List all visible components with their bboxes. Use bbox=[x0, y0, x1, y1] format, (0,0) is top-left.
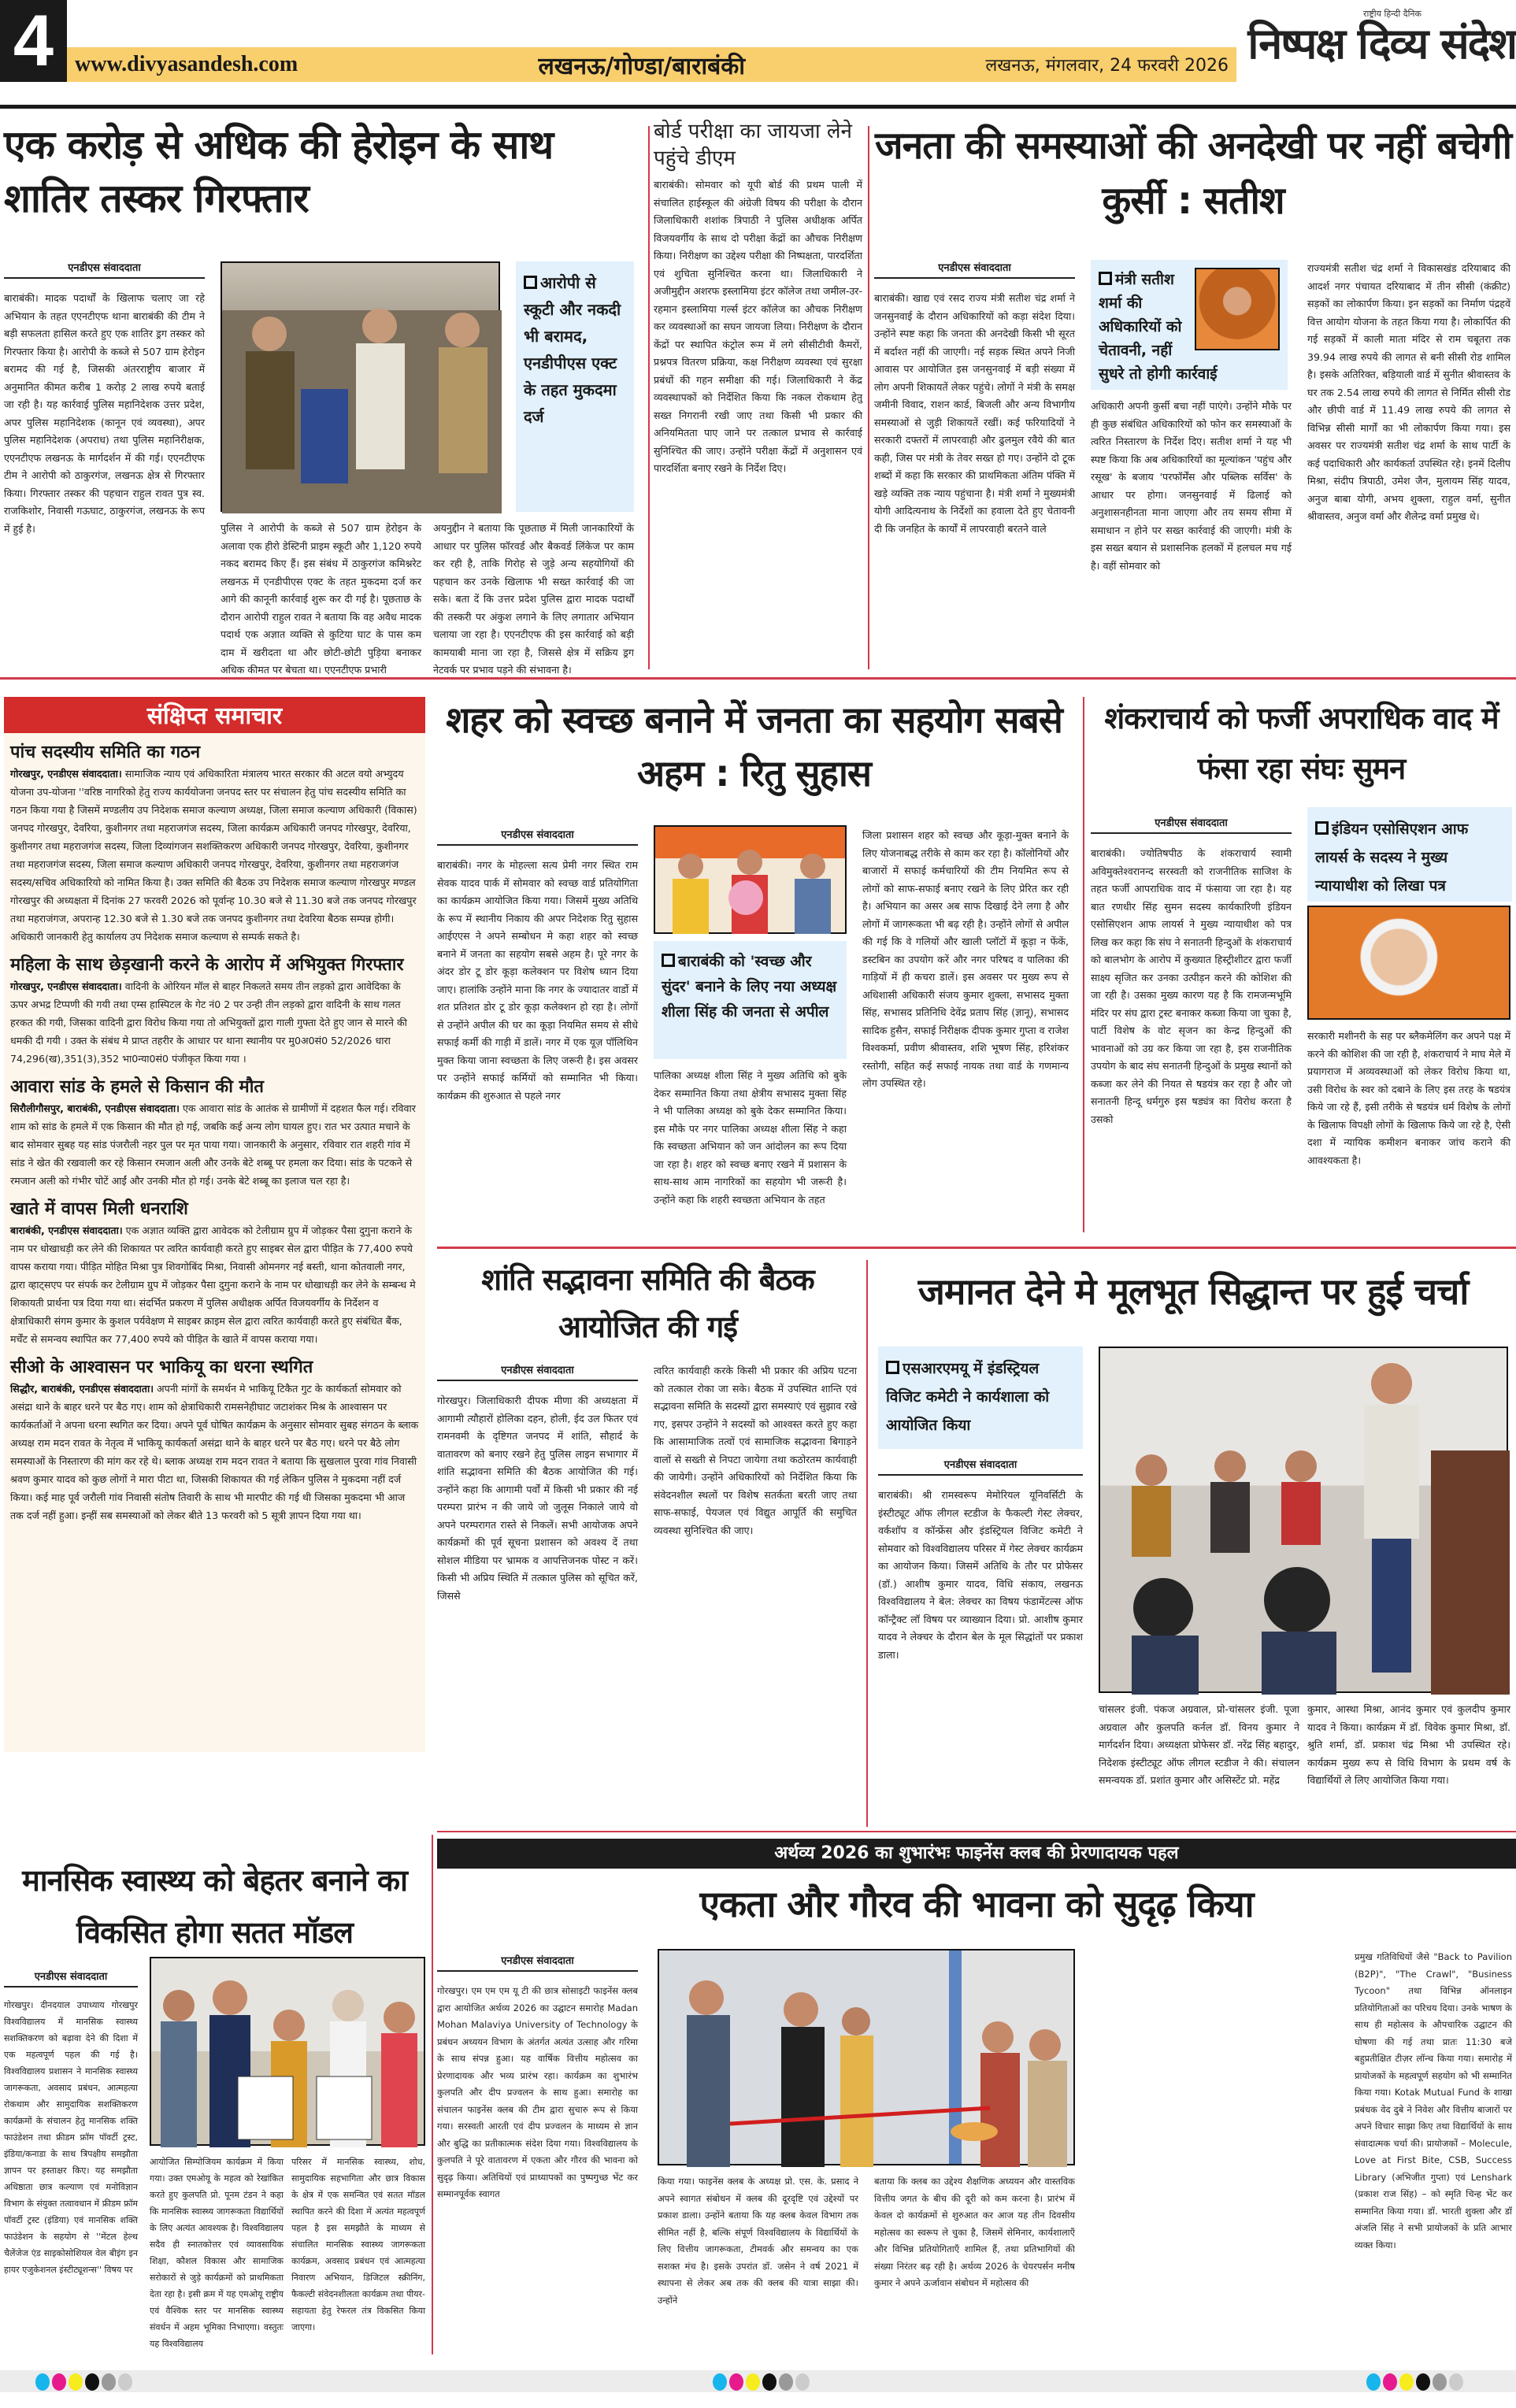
callout-jamanat bbox=[878, 1347, 1083, 1449]
magenta-dot-icon bbox=[729, 2373, 743, 2391]
brief-item bbox=[4, 733, 425, 946]
headline: एक करोड़ से अधिक की हेरोइन के साथ शातिर तस्कर गिरफ्तार bbox=[4, 122, 554, 221]
brief-item bbox=[4, 1068, 425, 1190]
section-band bbox=[67, 47, 1236, 82]
headline: शांति सद्भावना समिति की बैठक आयोजित की गई bbox=[481, 1262, 814, 1344]
article-body: गोरखपुर। एम एम एम यू टी की छात्र सोसाइटी फाइनेंस क्लब द्वारा आयोजित अर्थव्य 2026 का उद्घाटन समारोह Madan Mohan Malaviya University of Technology के प्रबंधन अध्ययन विभाग के अंतर्गत अत्यंत उत्साह और गरिमा के साथ संपन्न हुआ। यह वार्षिक वित्तीय महोत्सव का प्रेरणादायक और भव्य प्रारंभ रहा। कार्यक्रम का शुभारंभ कुलपति और दीप प्रज्वलन के साथ हुआ। समारोह का संचालन फाइनेंस क्लब की टीम द्वारा सुचारु रूप से किया गया। सरस्वती आरती एवं दीप प्रज्वलन के माध्यम से ज्ञान और बुद्धि का प्रतीकात्मक संदेश दिया गया। विश्वविद्यालय के कुलपति ने पूरे वातावरण में एकता और गौरव की भावना को सुदृढ़ किया। अतिथियों एवं प्राध्यापकों का पुष्पगुच्छ भेंट कर सम्मानपूर्वक स्वागत bbox=[437, 1985, 638, 2199]
article-ritu bbox=[437, 693, 1071, 1236]
column-divider bbox=[648, 126, 650, 669]
black-dot-icon bbox=[85, 2373, 99, 2391]
headline: शंकराचार्य को फर्जी अपराधिक वाद में फंसा रहा संघः सुमन bbox=[1104, 701, 1499, 786]
byline: एनडीएस संवाददाता bbox=[4, 260, 205, 279]
brief-body: वादिनी के ओरियन मॉल से बाहर निकलते समय तीन लड़को द्वारा आवेदिका के ऊपर अभद्र टिप्पणी की गयी तथा एम्स हास्पिटल के गेट नं0 2 पर उन्ही तीन लड़को द्वारा वादिनी के साथ गलत हरकत की गयी, जिसका वादिनी द्वारा विरोध किया गया तो अभियुक्तों द्वारा गाली गुफ्ता देते हुए जान से मारने की धमकी दी गयी । उक्त के संबंध मे प्राप्त तहरीर के आधार पर थाना स्थानीय पर मु0अ0सं0 52/2026 धारा 74,296(ख),351(3),352 भा0न्या0सं0 पंजीकृत किया गया । bbox=[10, 980, 407, 1065]
lightgrey-dot-icon bbox=[118, 2373, 132, 2391]
column-divider bbox=[868, 126, 869, 669]
article-body: चांसलर इंजी. पंकज अग्रवाल, प्रो-चांसलर इंजी. पूजा अग्रवाल और कुलपति कर्नल डॉ. विनय कुमार ने मार्गदर्शन दिया। अध्यक्षता प्रोफेसर डॉ. नरेंद्र सिंह बहादुर, निदेशक इंस्टीट्यूट ऑफ लीगल स्टडीज ने की। संचालन समन्वयक डॉ. प्रशांत कुमार और असिस्टेंट प्रो. महेंद्र bbox=[1099, 1703, 1299, 1786]
article-jamanat bbox=[874, 1256, 1512, 1831]
cyan-dot-icon bbox=[713, 2373, 727, 2391]
bullet-square-icon bbox=[886, 1361, 899, 1374]
registration-marks bbox=[35, 2373, 132, 2391]
photo-event-stage bbox=[654, 825, 847, 934]
photo-shankaracharya bbox=[1307, 906, 1510, 1020]
article-shanti bbox=[437, 1256, 858, 1831]
photo-mou-signing bbox=[150, 1957, 425, 2146]
bullet-square-icon bbox=[524, 276, 537, 289]
grey-dot-icon bbox=[779, 2373, 793, 2391]
bullet-square-icon bbox=[1099, 272, 1112, 285]
brief-item bbox=[4, 1190, 425, 1348]
byline: एनडीएस संवाददाता bbox=[437, 827, 638, 846]
callout-ritu bbox=[654, 941, 847, 1059]
brief-headline: आवारा सांड के हमले से किसान की मौत bbox=[10, 1077, 264, 1097]
article-body: बाराबंकी। श्री रामस्वरूप मेमोरियल यूनिवर्सिटी के इंस्टीट्यूट ऑफ लीगल स्टडीज के फैकल्टी गेस्ट लेक्चर, वर्कशॉप व कॉन्फ्रेंस और इंडस्ट्रियल विजिट कमेटी ने सोमवार को विश्वविद्यालय परिसर में गेस्ट लेक्चर कार्यक्रम का आयोजन किया। जिसमें अतिथि के तौर पर प्रोफेसर (डॉ.) आशीष कुमार यादव, विधि संकाय, लखनऊ विश्वविद्यालय ने बेल: लेक्चर का विषय फंडामेंटल्स ऑफ कॉन्ट्रैक्ट लॉ विषय पर व्याख्यान दिया। प्रो. आशीष कुमार यादव ने लेक्चर के दौरान बेल के मूल सिद्धांतों पर प्रकाश डाला। bbox=[878, 1489, 1083, 1661]
article-body: प्रमुख गतिविधियों जैसे "Back to Pavilion (B2P)", "The Crawl", "Business Tycoon" तथा विभिन्न ऑनलाइन प्रतियोगिताओं का परिचय दिया। उनके भाषण के साथ ही महोत्सव के औपचारिक उद्घाटन की घोषणा की गई तथा प्रातः 11:30 बजे बहुप्रतीक्षित टीज़र लॉन्च किया गया। समारोह में प्रायोजकों के महत्वपूर्ण सहयोग को भी सम्मानित किया गया। Kotak Mutual Fund के शाखा प्रबंधक वेद दुबे ने निवेश और वित्तीय बाजारों पर अपने विचार साझा किए तथा विद्यार्थियों के साथ संवादात्मक चर्चा की। प्रायोजकों – Molecule, Love at First Bite, CSB, Success Library (अभिजीत गुप्ता) एवं Lenshark (प्रकाश राज सिंह) – को स्मृति चिन्ह भेंट कर सम्मानित किया गया। डॉ. भारती शुक्ला और डॉ अंजलि सिंह ने सभी प्रायोजकों के प्रति आभार व्यक्त किया। bbox=[1355, 1951, 1512, 2251]
brief-dateline: गोरखपुर, एनडीएस संवाददाता। bbox=[10, 980, 122, 992]
ribbon-cutting-icon bbox=[659, 1950, 1077, 2167]
article-body: सरकारी मशीनरी के सह पर ब्लैकमेलिंग कर अपने पक्ष में करने की कोशिश की जा रही है, शंकराचार्य ने माघ मेले में प्रयागराज में अव्यवस्थाओं को लेकर विरोध किया था, उसी विरोध के स्वर को दबाने के लिए इस तरह के षडयंत्र किये जा रहे हैं, इसी तरीके से षडयंत्र धर्म विशेष के लोगों के खिलाफ विपक्षी लोगों के खिलाफ किये जा रहे है, ऐसी दशा में न्यायिक कमीशन बनाकर जांच कराने की आवश्यकता है। bbox=[1307, 1030, 1510, 1166]
article-body: बाराबंकी। मादक पदार्थों के खिलाफ चलाए जा रहे अभियान के तहत एएनटीएफ थाना बाराबंकी की टीम ने बड़ी सफलता हासिल करते हुए एक शातिर ड्रग तस्कर को गिरफ्तार किया है। आरोपी के कब्जे से 507 ग्राम हेरोइन बरामद की गई है, जिसकी अंतरराष्ट्रीय बाजार में अनुमानित कीमत करीब 1 करोड़ 2 लाख रुपये बताई जा रही है। यह कार्रवाई पुलिस महानिदेशक उत्तर प्रदेश, अपर पुलिस महानिदेशक (कानून एवं व्यवस्था), अपर पुलिस महानिदेशक (अपराध) तथा पुलिस महानिरीक्षक, एएनटीएफ लखनऊ के मार्गदर्शन में की गई। एएनटीएफ टीम ने आरोपी को ठाकुरगंज, लखनऊ क्षेत्र से गिरफ्तार किया। गिरफ्तार तस्कर की पहचान राहुल रावत पुत्र स्व. राजकिशोर, निवासी गऊघाट, ठाकुरगंज, लखनऊ के रूप में हुई है। bbox=[4, 292, 205, 535]
registration-marks bbox=[713, 2373, 810, 2391]
brief-item bbox=[4, 1348, 425, 1524]
magenta-dot-icon bbox=[1383, 2373, 1397, 2391]
column-divider bbox=[1083, 697, 1084, 1232]
lightgrey-dot-icon bbox=[1449, 2373, 1463, 2391]
article-body: पालिका अध्यक्ष शीला सिंह ने मुख्य अतिथि को बुके देकर सम्मानित किया तथा क्षेत्रीय सभासद मुक्ता सिंह ने भी पालिका अध्यक्ष को बुके देकर सम्मानित किया। इस मौके पर नगर पालिका अध्यक्ष शीला सिंह ने कहा कि स्वच्छता अभियान को जन आंदोलन का रूप दिया जा रहा है। शहर को स्वच्छ बनाए रखने में प्रशासन के साथ-साथ आम नागरिकों का सहयोग भी जरूरी है। उन्होंने कहा कि शहरी स्वच्छता अभियान के तहत bbox=[654, 1069, 847, 1206]
newspaper-logo bbox=[1244, 8, 1516, 94]
brief-dateline: गोरखपुर, एनडीएस संवाददाता। bbox=[10, 768, 122, 780]
article-body: अधिकारी अपनी कुर्सी बचा नहीं पाएंगे। उन्होंने मौके पर ही कुछ संबंधित अधिकारियों को फोन कर समस्याओं के त्वरित निस्तारण के निर्देश दिए। सतीश शर्मा ने यह भी स्पष्ट किया कि अब अधिकारियों का मूल्यांकन 'पहुंच और रसूख' के बजाय 'परफॉर्मेंस और पब्लिक सर्विस' के आधार पर होगा। जनसुनवाई में ढिलाई को अनुशासनहीनता माना जाएगा और तय समय सीमा में समाधान न होने पर सख्त कार्रवाई की जाएगी। मंत्री के इस सख्त बयान से प्रशासनिक हलकों में हलचल मच गई है। वहीं सोमवार को bbox=[1091, 400, 1292, 572]
photo-minister bbox=[1195, 268, 1280, 350]
kicker-banner: अर्थव्य 2026 का शुभारंभः फाइनेंस क्लब की प्रेरणादायक पहल bbox=[437, 1839, 1516, 1869]
issue-date: लखनऊ, मंगलवार, 24 फरवरी 2026 bbox=[985, 56, 1229, 76]
grey-dot-icon bbox=[102, 2373, 116, 2391]
article-body: गोरखपुर। जिलाधिकारी दीपक मीणा की अध्यक्षता में आगामी त्यौहारों होलिका दहन, होली, ईद उल फितर एवं रामनवमी के दृष्टिगत जनपद में शांति, सौहार्द के वातावरण को बनाए रखने हेतु पुलिस लाइन सभागार में शांति सद्भावना समिति की बैठक आयोजित की गई। उन्होंने कहा कि आगामी पर्वों में किसी भी प्रकार की नई परम्परा प्रारंभ न की जाये जो जुलूस निकाले जाये वो अपने परम्परागत रास्ते से निकलें। सभी आयोजक अपने कार्यक्रमों की पूर्व सूचना प्रशासन को अवश्य दें तथा सोशल मीडिया पर भ्रामक व आपत्तिजनक पोस्ट न करें। किसी भी अप्रिय स्थिति में तत्काल पुलिस को सूचित करें, जिससे bbox=[437, 1395, 638, 1602]
brief-headline: पांच सदस्यीय समिति का गठन bbox=[10, 743, 201, 762]
officials-icon bbox=[151, 1958, 427, 2147]
photo-ribbon-cutting bbox=[658, 1949, 1075, 2165]
callout-text: मंत्री सतीश शर्मा की अधिकारियों को चेतावनी, नहीं सुधरे तो होगी कार्रवाई bbox=[1099, 271, 1218, 383]
logo-name: निष्पक्ष दिव्य संदेश bbox=[1247, 19, 1516, 69]
article-finance-club bbox=[437, 1839, 1516, 2366]
byline: एनडीएस संवाददाता bbox=[1091, 815, 1292, 834]
article-body: बाराबंकी। खाद्य एवं रसद राज्य मंत्री सतीश चंद्र शर्मा ने जनसुनवाई के दौरान अधिकारियों को कड़ा संदेश दिया। उन्होंने स्पष्ट कहा कि जनता की अनदेखी किसी भी सूरत में बर्दाश्त नहीं की जाएगी। नई सड़क स्थित अपने निजी आवास पर आयोजित इस जनसुनवाई में बड़ी संख्या में लोग अपनी शिकायतें लेकर पहुंचे। लोगों ने मंत्री के समक्ष जमीनी विवाद, राशन कार्ड, बिजली और अन्य विभागीय समस्याओं से जुड़ी शिकायतें रखीं। कई फरियादियों ने सरकारी दफ्तरों में लापरवाही और ढुलमुल रवैये की बात कही, जिस पर मंत्री के तेवर सख्त हो गए। उन्होंने दो टूक शब्दों में कहा कि सरकार की प्राथमिकता अंतिम पंक्ति में खड़े व्यक्ति तक न्याय पहुंचाना है। मंत्री शर्मा ने मुख्यमंत्री योगी आदित्यनाथ के निर्देशों का हवाला देते हुए चेतावनी दी कि जनहित के कार्यों में लापरवाही बरतने वाले bbox=[874, 292, 1075, 535]
briefs-title: संक्षिप्त समाचार bbox=[4, 697, 425, 733]
bullet-square-icon bbox=[662, 954, 675, 967]
article-mental-health-body bbox=[4, 1969, 429, 2362]
headline: एकता और गौरव की भावना को सुदृढ़ किया bbox=[699, 1883, 1254, 1925]
article-body: बाराबंकी। सोमवार को यूपी बोर्ड की प्रथम पाली में संचालित हाईस्कूल की अंग्रेजी विषय की परीक्षा के दौरान जिलाधिकारी शशांक त्रिपाठी ने पुलिस अधीक्षक अर्पित विजयवर्गीय के साथ दो परीक्षा केंद्रों का औचक निरीक्षण किया। निरीक्षण का उद्देश्य परीक्षा की निष्पक्षता, पारदर्शिता एवं शुचिता सुनिश्चित करना था। जिलाधिकारी ने अजीमुद्दीन अशरफ इस्लामिया इंटर कॉलेज तथा जमील-उर-रहमान इस्लामिया गर्ल्स इंटर कॉलेज का औचक निरीक्षण कर व्यवस्थाओं का सघन जायजा लिया। निरीक्षण के दौरान केंद्रों पर स्थापित कंट्रोल रूम में लगे सीसीटीवी कैमरों, प्रश्नपत्र वितरण प्रक्रिया, कक्ष निरीक्षण व्यवस्था एवं सुरक्षा प्रबंधों की गहन समीक्षा की गई। जिलाधिकारी ने केंद्र व्यवस्थापकों को निर्देशित किया कि नकल रोकथाम हेतु सख्त निगरानी रखी जाए तथा किसी भी प्रकार की अनियमितता पाए जाने पर तत्काल प्रभाव से कार्रवाई सुनिश्चित की जाए। उन्होंने परीक्षा केंद्रों में अनुशासन एवं पारदर्शिता बनाए रखने के निर्देश दिए। bbox=[654, 179, 862, 474]
headline: जनता की समस्याओं की अनदेखी पर नहीं बचेगी कुर्सी : सतीश bbox=[874, 124, 1512, 223]
callout-shankaracharya bbox=[1307, 807, 1512, 902]
photo-police-arrest bbox=[221, 261, 500, 512]
section-rule bbox=[0, 677, 1516, 680]
grey-dot-icon bbox=[1433, 2373, 1447, 2391]
column-divider bbox=[432, 1835, 433, 2354]
callout-heroin bbox=[516, 261, 634, 512]
article-body: कुमार, आस्था मिश्रा, आनंद कुमार एवं कुलदीप कुमार यादव ने किया। कार्यक्रम में डॉ. विवेक कुमार मिश्रा, डॉ. श्रुति शर्मा, डॉ. प्रकाश चंद्र मिश्रा भी उपस्थित रहे। कार्यक्रम मुख्य रूप से विधि विभाग के प्रथम वर्ष के विद्यार्थियों ले लिए आयोजित किया गया। bbox=[1307, 1703, 1510, 1786]
article-body: किया गया। फाइनेंस क्लब के अध्यक्ष प्रो. एस. के. प्रसाद ने अपने स्वागत संबोधन में क्लब की दूरदृष्टि एवं उद्देश्यों पर प्रकाश डाला। उन्होंने बताया कि यह क्लब केवल विभाग तक सीमित नहीं है, बल्कि संपूर्ण विश्वविद्यालय के विद्यार्थियों के लिए वित्तीय जागरूकता, टीमवर्क और समन्वय का एक सशक्त मंच है। इसके उपरांत डॉ. जसेन ने वर्ष 2021 में स्थापना से लेकर अब तक की क्लब की यात्रा साझा की। उन्होंने bbox=[658, 2176, 858, 2306]
section-rule bbox=[437, 1831, 1516, 1832]
article-body: गोरखपुर। दीनदयाल उपाध्याय गोरखपुर विश्वविद्यालय में मानसिक स्वास्थ्य सशक्तिकरण को बढ़ावा देने की दिशा में एक महत्वपूर्ण पहल की गई है। विश्वविद्यालय प्रशासन ने मानसिक स्वास्थ्य जागरूकता, अवसाद प्रबंधन, आत्महत्या रोकथाम और सामुदायिक सशक्तिकरण कार्यक्रमों के संचालन हेतु मानसिक शक्ति फाउंडेशन तथा फ्रीडम फ्रॉम पॉवर्टी ट्रस्ट, इंडिया/कनाडा के साथ त्रिपक्षीय समझौता ज्ञापन पर हस्ताक्षर किए। यह समझौता अधिष्ठाता छात्र कल्याण एवं मनोविज्ञान विभाग के संयुक्त तत्वावधान में फ्रीडम फ्रॉम पॉवर्टी ट्रस्ट (इंडिया) एवं मानसिक शक्ति फाउंडेशन के सहयोग से ''मेंटल हेल्थ चैलेंजेज एंड साइकोसोशियल वेल बीइंग इन हायर एजुकेशनल इंस्टीट्यूशन्स'' विषय पर bbox=[4, 2000, 138, 2275]
black-dot-icon bbox=[762, 2373, 777, 2391]
magenta-dot-icon bbox=[52, 2373, 66, 2391]
column-divider bbox=[866, 1260, 868, 1827]
logo-tagline: राष्ट्रीय हिन्दी दैनिक bbox=[1362, 9, 1421, 19]
byline: एनडीएस संवाददाता bbox=[437, 1953, 638, 1972]
brief-body: सामाजिक न्याय एवं अधिकारिता मंत्रालय भारत सरकार की अटल वयो अभ्युदय योजना उप-योजना ''वरिष्ठ नागरिको हेतु राज्य कार्ययोजना जनपद स्तर पर संचालन हेतु पांच सदस्यीय समिति का गठन किया गया है जिसमें मण्डलीय उप निदेशक समाज कल्याण अध्यक्ष, जिला समाज कल्याण अधिकारी (विकास) जनपद गोरखपुर, देवरिया, कुशीनगर तथा महराजगंज सदस्य, जिला कार्यक्रम अधिकारी जनपद गोरखपुर, देवरिया, कुशीनगर तथा महराजगंज सदस्य, जिला दिव्यांगजन सशक्तिकरण अधिकारी जनपद गोरखपुर, देवरिया, कुशीनगर तथा महराजगंज सदस्य, जिला समाज कल्याण अधिकारी जनपद गोरखपुर, देवरिया, कुशीनगर तथा महराजगंज सदस्य/सचिव अधिकारियो को नामित किया है। उक्त समिति की बैठक उप निदेशक समाज कल्याण गोरखपुर मण्डल गोरखपुर की अध्यक्षता में दिनांक 27 फरवरी 2026 को पूर्वान्ह 10.30 बजे से 11.30 बजे तक जनपद गोरखपुर तथा महराजंगज, अपरान्ह 12.30 बजे से 1.30 बजे तक जनपद कुशीनगर तथा देवरिया बैठक सम्पन्न होगी। अधिकारी जानकारी हेतु कार्यालय उप निदेशक समाज कल्याण से सम्पर्क सकते है। bbox=[10, 768, 417, 943]
article-heroin bbox=[4, 118, 634, 676]
article-body: परिसर में मानसिक स्वास्थ्य, शोध, सामुदायिक सहभागिता और छात्र विकास के क्षेत्र में एक समन्वित एवं सतत मॉडल स्थापित करने की दिशा में अत्यंत महत्वपूर्ण पहल है इस समझौते के माध्यम से संचालित मानसिक स्वास्थ्य जागरूकता कार्यक्रम, अवसाद प्रबंधन एवं आत्महत्या निवारण अभियान, डिजिटल स्क्रीनिंग, फैकल्टी संवेदनशीलता कार्यक्रम तथा पीयर-सहायता हेतु रेफरल तंत्र विकसित किया जाएगा। bbox=[291, 2157, 425, 2332]
article-shankaracharya bbox=[1091, 693, 1512, 1236]
article-body: बाराबंकी। ज्योतिषपीठ के शंकराचार्य स्वामी अविमुक्तेश्वरानन्द सरस्वती को राजनीतिक साजिश के तहत फर्जी आपराधिक वाद में फंसाया जा रहा है। यह बात रणधीर सिंह सुमन सदस्य कार्यकारिणी इंडियन एसोसिएशन आफ लायर्स ने मुख्य न्यायाधीश को पत्र लिख कर कहा कि संघ ने सनातनी हिन्दुओं के शंकराचार्य को बालभोग के आरोप में कुख्यात हिस्ट्रीशीटर द्वारा फर्जी साक्ष्य सृजित कर उनका उत्पीड़न करने की कोशिश की जा रही है। उसका मुख्य कारण यह है कि रामजन्मभूमि मंदिर पर संघ द्वारा ट्रस्ट बनाकर कब्जा किया जा चुका है, पार्टी विशेष के वोट सृजन का केन्द्र हिन्दुओं की भावनाओं को उग्र कर किया जा रहा है, इस राजनीतिक उपयोग के बाद संघ सनातनी हिन्दुओं के प्रमुख स्थानों को कब्जा कर लेने की नियत से षडयंत्र कर रहा है और जो सनातनी हिन्दू धर्मगुरु इस षड्यंत्र का विरोध करता है उसको bbox=[1091, 847, 1292, 1125]
brief-headline: महिला के साथ छेड़खानी करने के आरोप में अभियुक्त गिरफ्तार bbox=[10, 955, 404, 975]
article-body: आयोजित सिम्पोजियम कार्यक्रम में किया गया। उक्त एमओयू के महत्व को रेखांकित करते हुए कुलपति प्रो. पूनम टंडन ने कहा कि मानसिक स्वास्थ्य जागरूकता विद्यार्थियों के लिए अत्यंत आवश्यक है। विश्वविद्यालय सदैव ही स्नातकोत्तर एवं व्यावसायिक शिक्षा, कौशल विकास और सामाजिक सरोकारों से जुड़े कार्यक्रमों को प्राथमिकता देता रहा है। इसी क्रम में यह एमओयू राष्ट्रीय एवं वैश्विक स्तर पर मानसिक स्वास्थ्य संवर्धन में अहम भूमिका निभाएगा। वस्तुतः यह विश्वविद्यालय bbox=[150, 2157, 284, 2349]
byline: एनडीएस संवाददाता bbox=[437, 1362, 638, 1381]
callout-satish bbox=[1091, 260, 1288, 390]
brief-dateline: सिरौलीगौसपुर, बाराबंकी, एनडीएस संवाददाता। bbox=[10, 1102, 180, 1114]
briefs-box bbox=[4, 697, 425, 1752]
headline: बोर्ड परीक्षा का जायजा लेने पहुंचे डीएम bbox=[654, 120, 852, 170]
photo-guest-lecture bbox=[1099, 1347, 1508, 1693]
cyan-dot-icon bbox=[35, 2373, 50, 2391]
section-rule bbox=[437, 1247, 1516, 1249]
masthead-rule bbox=[0, 105, 1516, 109]
bullet-square-icon bbox=[1315, 821, 1329, 835]
article-body: राज्यमंत्री सतीश चंद्र शर्मा ने विकासखंड दरियाबाद की आदर्श नगर पंचायत दरियाबाद में तीन सीसी (कंक्रीट) सड़कों का लोकार्पण किया। इन सड़कों का निर्माण पंद्रहवें वित्त आयोग योजना के तहत किया गया है। लोकार्पित की गई सड़कों में काली माता मंदिर से राम चबूतरा तक 39.94 लाख रुपये की लागत से बनी सीसी रोड शामिल है। इसके अतिरिक्त, बड़ियाली वार्ड में सुनीत श्रीवास्तव के घर तक 2.54 लाख रुपये की लागत से निर्मित सीसी रोड और छीपी वार्ड में 11.49 लाख रुपये की लागत से विभिन्न सीसी मार्गों का भी लोकार्पण किया गया। इस अवसर पर राज्यमंत्री सतीश चंद्र शर्मा के साथ पार्टी के कई पदाधिकारी और कार्यकर्ता उपस्थित रहे। इनमें दिलीप मिश्रा, संदीप त्रिपाठी, उमेश जैन, मुलायम सिंह यादव, अनुज बाबा योगी, अभय शुक्ला, राहुल वर्मा, सुनीत श्रीवास्तव, अनुज वर्मा और शैलेन्द्र वर्मा प्रमुख थे। bbox=[1307, 262, 1510, 522]
article-body: जिला प्रशासन शहर को स्वच्छ और कूड़ा-मुक्त बनाने के लिए योजनाबद्ध तरीके से काम कर रहा है। कॉलोनियों और बाजारों में सफाई कर्मचारियों की टीम नियमित रूप से लोगों को साफ-सफाई बनाए रखने के लिए प्रेरित कर रही है। अभियान का असर अब साफ दिखाई देने लगा है और लोगों में जागरूकता भी बढ़ रही है। उन्होंने लोगों से अपील की गई कि वे गलियों और खाली प्लॉटों में कूड़ा न फेंकें, डस्टबिन का उपयोग करें और नगर परिषद व पालिका की गाड़ियों में ही कचरा डालें। इस अवसर पर मुख्य रूप से अधिशासी अधिकारी संजय कुमार शुक्ला, सभासद मुक्ता सिंह, सभासद प्रतिनिधि देवेंद्र प्रताप सिंह (ज्ञानू), सभासद सादिक हुसैन, सफाई निरीक्षक दीपक कुमार गुप्ता व राजेश विश्वकर्मा, प्रवीण श्रीवास्तव, शशि भूषण सिंह, हरिशंकर रस्तोगी, सहित कई सफाई नायक तथा वार्ड के गणमान्य लोग उपस्थित रहे। bbox=[862, 829, 1069, 1089]
site-url[interactable]: www.divyasandesh.com bbox=[75, 52, 298, 76]
brief-headline: खाते में वापस मिली धनराशि bbox=[10, 1199, 188, 1219]
lightgrey-dot-icon bbox=[795, 2373, 810, 2391]
callout-text: आरोपी से स्कूटी और नकदी भी बरामद, एनडीपीएस एक्ट के तहत मुकदमा दर्ज bbox=[524, 273, 621, 426]
brief-body: एक आवारा सांड के आतंक से ग्रामीणों में दहशत फैल गई। रविवार शाम को सांड के हमले में एक किसान की मौत हो गई, जबकि कई अन्य लोग घायल हुए। रात भर उत्पात मचाने के बाद सोमवार सुबह यह सांड पंजरौली नहर पुल पर मृत पाया गया। जानकारी के अनुसार, रविवार रात शहरी गांव में सांड ने खेत की रखवाली कर रहे किसान रमजान अली और उनके बेटे शब्बू पर हमला कर दिया। सांड के पटकने से रमजान अली को गंभीर चोटें आईं और उनकी मौत हो गई। उनके बेटे शब्बू का इलाज चल रहा है। bbox=[10, 1102, 416, 1187]
brief-dateline: सिद्धौर, बाराबंकी, एनडीएस संवाददाता। bbox=[10, 1383, 154, 1395]
byline: एनडीएस संवाददाता bbox=[4, 1969, 138, 1988]
article-satish bbox=[874, 118, 1512, 669]
black-dot-icon bbox=[1416, 2373, 1430, 2391]
yellow-dot-icon bbox=[746, 2373, 760, 2391]
article-board-exam bbox=[654, 118, 862, 669]
byline: एनडीएस संवाददाता bbox=[878, 1457, 1083, 1476]
brief-item bbox=[4, 946, 425, 1068]
lecture-audience-icon bbox=[1100, 1348, 1510, 1695]
guests-icon bbox=[655, 827, 848, 935]
brief-body: एक अज्ञात व्यक्ति द्वारा आवेदक को टेलीग्राम ग्रुप में जोड़कर पैसा दुगुना कराने के नाम पर धोखाधड़ी कर लेने की शिकायत पर त्वरित कार्यवाही करते हुए साइबर सेल द्वारा पीड़ित के 77,400 रुपये वापस कराया गया। पीड़ित मोहित मिश्रा पुत्र शिवगोबिंद मिश्रा, निवासी ओमनगर नई बस्ती, थाना कोतवाली नगर, द्वारा व्हाट्सएप पर संपर्क कर टेलीग्राम ग्रुप में जोड़कर पैसा दुगुना कराने के नाम पर धोखाधड़ी कर लेने के सम्बन्ध मे शिकायती प्रार्थना पत्र दिया गया था। संदर्भित प्रकरण में पुलिस अधीक्षक अर्पित विजयवर्गीय के निर्देशन व क्षेत्राधिकारी संगम कुमार के कुशल पर्यवेक्षण मे साइबर क्राइम सेल द्वारा त्वरित कार्यवाही करते हुए संबंधित बैंक, मर्चेंट से समन्वय स्थापित कर 77,400 रुपये को पीड़ित के खाते में वापस कराया गया। bbox=[10, 1224, 416, 1345]
article-body: अयनुद्दीन ने बताया कि पूछताछ में मिली जानकारियों के आधार पर पुलिस फॉरवर्ड और बैकवर्ड लिंकेज पर काम कर रही है, ताकि गिरोह से जुड़े अन्य सहयोगियों की पहचान कर उनके खिलाफ भी सख्त कार्रवाई की जा सके। बता दें कि उत्तर प्रदेश पुलिस द्वारा मादक पदार्थों की तस्करी पर अंकुश लगाने के लिए लगातार अभियान चलाया जा रहा है। एएनटीएफ की इस कार्रवाई को बड़ी कामयाबी माना जा रहा है, जिससे क्षेत्र में सक्रिय ड्रग नेटवर्क पर प्रभाव पड़ने की संभावना है। bbox=[433, 522, 634, 676]
callout-text: इंडियन एसोसिएशन आफ लायर्स के सदस्य ने मुख्य न्यायाधीश को लिखा पत्र bbox=[1315, 821, 1469, 895]
brief-headline: सीओ के आश्वासन पर भाकियू का धरना स्थगित bbox=[10, 1358, 313, 1377]
page-number: 4 bbox=[0, 0, 67, 82]
article-body: बताया कि क्लब का उद्देश्य शैक्षणिक अध्ययन और वास्तविक वित्तीय जगत के बीच की दूरी को कम करना है। प्रारंभ में केवल दो कार्यक्रमों से शुरुआत कर आज यह तीन दिवसीय महोत्सव का स्वरूप ले चुका है, जिसमें सेमिनार, कार्यशालाएँ और विभिन्न प्रतियोगिताएँ शामिल हैं, तथा प्रतिभागियों की संख्या निरंतर बढ़ रही है। अर्थव्य 2026 के चेयरपर्सन मनीष कुमार ने अपने ऊर्जावान संबोधन में महोत्सव की bbox=[874, 2176, 1075, 2288]
callout-text: बाराबंकी को 'स्वच्छ और सुंदर' बनाने के लिए नया अध्यक्ष शीला सिंह की जनता से अपील bbox=[662, 953, 837, 1021]
headline: शहर को स्वच्छ बनाने में जनता का सहयोग सबसे अहम : रितु सुहास bbox=[446, 698, 1062, 795]
section-title: लखनऊ/गोण्डा/बाराबंकी bbox=[538, 52, 746, 80]
yellow-dot-icon bbox=[1399, 2373, 1414, 2391]
brief-body: अपनी मांगों के समर्थन मे भाकियू टिकैत गुट के कार्यकर्ता सोमवार को असंद्रा थाने के बाहर धरने पर बैठ गए। शाम को क्षेत्राधिकारी रामसनेहीघाट जटाशंकर मिश्र के आश्वासन पर कार्यकर्ताओं ने अपना धरना स्थगित कर दिया। अपने पूर्व घोषित कार्यक्रम के अनुसार सोमवार सुबह संगठन के ब्लाक अध्यक्ष राम मदन रावत के नेतृत्व में भाकियू कार्यकर्ता असंद्रा थाने के बाहर धरने पर बैठ गए। धरने पर बैठे लोग समस्याओं के निस्तारण की मांग कर रहे थे। ब्लाक अध्यक्ष राम मदन रावत ने बताया कि सुखलाल पुरवा गांव निवासी श्रवण कुमार यादव को कुछ लोगों ने मारा पीटा था, जिसकी शिकायत की गई लेकिन पुलिस ने मुकदमा नहीं दर्ज किया। कई माह पूर्व जरौली गांव निवासी संतोष तिवारी के साथ भी मारपीट की गई थी जिसका मुकदमा भी आज तक दर्ज नहीं हुआ। इन्हीं सब समस्याओं को लेकर बीते 13 फरवरी को 5 सूत्री ज्ञापन दिया गया था। bbox=[10, 1383, 419, 1521]
article-body: पुलिस ने आरोपी के कब्जे से 507 ग्राम हेरोइन के अलावा एक हीरो डेस्टिनी प्राइम स्कूटी और 1,120 रुपये नकद बरामद किए हैं। इस संबंध में ठाकुरगंज कमिश्नरेट लखनऊ में एनडीपीएस एक्ट के तहत मुकदमा दर्ज कर आगे की कानूनी कार्रवाई शुरू कर दी गई है। पूछताछ के दौरान आरोपी राहुल रावत ने बताया कि वह अवैध मादक पदार्थ एक अज्ञात व्यक्ति से कुटिया घाट के पास कम दाम में खरीदता था और छोटी-छोटी पुड़िया बनाकर अधिक कीमत पर बेचता था। एएनटीएफ प्रभारी bbox=[221, 522, 421, 676]
brief-dateline: बाराबंकी, एनडीएस संवाददाता। bbox=[10, 1224, 123, 1236]
callout-text: एसआरएमयू में इंडस्ट्रियल विजिट कमेटी ने कार्यशाला को आयोजित किया bbox=[886, 1360, 1050, 1434]
registration-marks bbox=[1366, 2373, 1463, 2391]
byline: एनडीएस संवाददाता bbox=[874, 260, 1075, 279]
article-body: बाराबंकी। नगर के मोहल्ला सत्य प्रेमी नगर स्थित राम सेवक यादव पार्क में सोमवार को स्वच्छ वार्ड प्रतियोगिता का कार्यक्रम आयोजित किया गया। जिसमें मुख्य अतिथि के रूप में स्थानीय निकाय की अपर निदेशक रितु सुहास आईएएस ने अपने सम्बोधन मे कहा शहर को स्वच्छ बनाने में जनता का सहयोग सबसे अहम है। पूरे नगर के अंदर डोर टू डोर कूड़ा कलेक्शन पर विशेष ध्यान दिया जाए। हालांकि उन्होंने माना कि नगर के ज्यादातर वार्डो में शत प्रतिशत डोर टू डोर कूड़ा कलेक्शन हो रहा है। लोगों से उन्होंने अपील की घर का कूड़ा नियमित समय से सीधे सफाई कर्मी की गाड़ी में डालें। नगर में एक यूज़ पॉलिथिन मुक्त किया जाना स्वच्छता के लिए जरूरी है। इस अवसर पर उन्होंने सफाई कर्मियों को सम्मानित भी किया। कार्यक्रम की शुरुआत से पहले नगर bbox=[437, 859, 638, 1102]
headline: जमानत देने मे मूलभूत सिद्धान्त पर हुई चर्चा bbox=[917, 1270, 1469, 1313]
masthead bbox=[0, 0, 1516, 110]
article-body: त्वरित कार्यवाही करके किसी भी प्रकार की अप्रिय घटना को तत्काल रोका जा सके। बैठक में उपस्थित शान्ति एवं सद्भावना समिति के सदस्यों द्वारा समस्याएं एवं सुझाव रखे गए, इसपर उन्होंने ने सदस्यों को आश्वस्त करते हुए कहा कि आसामाजिक तत्वों एवं सामाजिक सद्भावना बिगाड़ने वालों से सख्ती से निपटा जायेगा तथा कठोरतम कार्यवाही की जायेगी। उन्होंने अधिकारियों को निर्देशित किया कि संवेदनशील स्थलों पर विशेष सतर्कता बरती जाए तथा साफ-सफाई, पेयजल एवं विद्युत आपूर्ति की समुचित व्यवस्था सुनिश्चित की जाए। bbox=[654, 1365, 857, 1536]
yellow-dot-icon bbox=[69, 2373, 83, 2391]
cyan-dot-icon bbox=[1366, 2373, 1381, 2391]
headline: मानसिक स्वास्थ्य को बेहतर बनाने का विकसित होगा सतत मॉडल bbox=[22, 1863, 407, 1950]
police-figures-icon bbox=[222, 263, 502, 513]
